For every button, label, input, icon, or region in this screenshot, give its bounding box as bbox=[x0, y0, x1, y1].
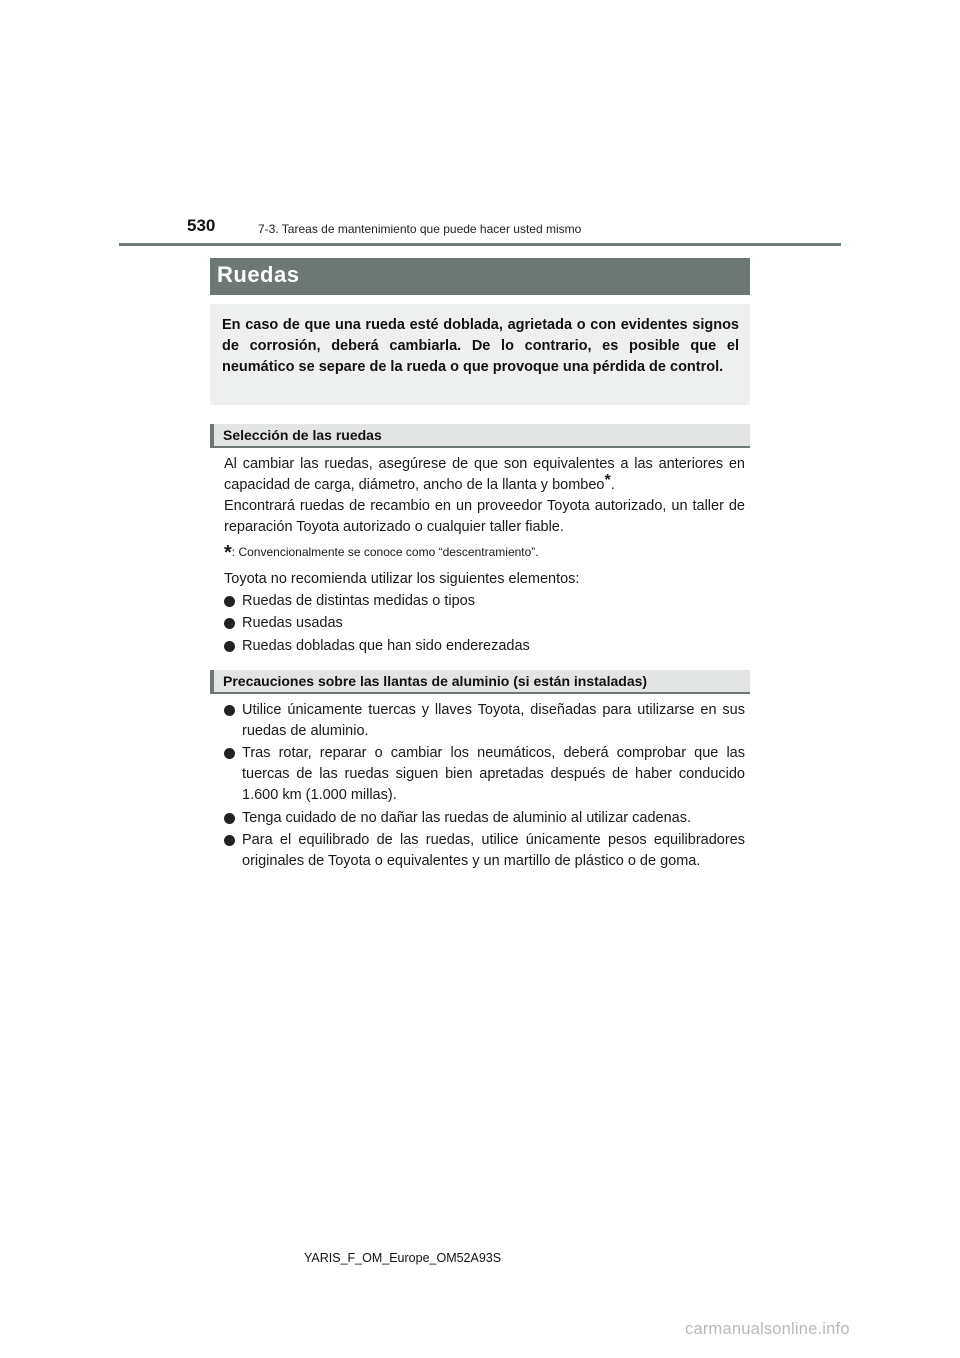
list-item bbox=[224, 743, 745, 806]
list-item-text: Tras rotar, reparar o cambiar los neumáticos, deberá comprobar que las tuercas de las ruedas siguen bien apretadas después de haber conducido 1.600 km (1.000 millas). bbox=[242, 745, 745, 803]
page-title: Ruedas bbox=[217, 262, 300, 287]
list-item bbox=[224, 591, 745, 612]
subheading-wheel-selection: Selección de las ruedas bbox=[210, 424, 750, 448]
selection-paragraph-1-end: . bbox=[610, 477, 615, 493]
bullet-icon bbox=[224, 813, 235, 824]
selection-paragraph-2: Encontrará ruedas de recambio en un proveedor Toyota autorizado, un taller de reparación Toyota autorizado o cualquier taller fiable. bbox=[224, 498, 745, 535]
selection-paragraph-1-text: Al cambiar las ruedas, asegúrese de que son equivalentes a las anteriores en capacidad de carga, diámetro, ancho de la llanta y bombeo bbox=[224, 456, 745, 493]
section-path: 7-3. Tareas de mantenimiento que puede hacer usted mismo bbox=[258, 222, 582, 236]
list-item-text: Ruedas de distintas medidas o tipos bbox=[242, 593, 475, 609]
footnote-reference: * bbox=[604, 472, 611, 489]
list-item bbox=[224, 808, 745, 829]
bullet-icon bbox=[224, 705, 235, 716]
bullet-icon bbox=[224, 596, 235, 607]
list-item-text: Ruedas dobladas que han sido enderezadas bbox=[242, 638, 530, 654]
title-bar bbox=[210, 258, 750, 295]
selection-intro: Toyota no recomienda utilizar los siguientes elementos: bbox=[224, 571, 580, 587]
watermark: carmanualsonline.info bbox=[685, 1320, 850, 1338]
footnote-text: : Convencionalmente se conoce como “descentramiento”. bbox=[231, 545, 539, 559]
bullet-icon bbox=[224, 641, 235, 652]
warning-box: En caso de que una rueda esté doblada, agrietada o con evidentes signos de corrosión, deberá cambiarla. De lo contrario, es posible que el neumático se separe de la rueda o que provoque una pérdida de control. bbox=[210, 304, 750, 405]
list-item bbox=[224, 636, 745, 657]
footnote bbox=[224, 542, 539, 565]
list-item-text: Tenga cuidado de no dañar las ruedas de aluminio al utilizar cadenas. bbox=[242, 810, 691, 826]
footnote-marker: * bbox=[224, 542, 232, 564]
subheading-aluminum-precautions: Precauciones sobre las llantas de aluminio (si están instaladas) bbox=[210, 670, 750, 694]
list-item bbox=[224, 700, 745, 742]
bullet-icon bbox=[224, 748, 235, 759]
bullet-icon bbox=[224, 618, 235, 629]
list-item bbox=[224, 830, 745, 872]
list-item-text: Para el equilibrado de las ruedas, utilice únicamente pesos equilibradores originales de Toyota o equivalentes y un martillo de plástico o de goma. bbox=[242, 832, 745, 869]
selection-paragraph-1 bbox=[224, 454, 745, 496]
bullet-icon bbox=[224, 835, 235, 846]
list-item-text: Utilice únicamente tuercas y llaves Toyota, diseñadas para utilizarse en sus ruedas de aluminio. bbox=[242, 702, 745, 739]
page-number: 530 bbox=[187, 216, 216, 235]
list-item-text: Ruedas usadas bbox=[242, 615, 343, 631]
header-rule bbox=[119, 243, 841, 246]
list-item bbox=[224, 613, 745, 634]
document-code: YARIS_F_OM_Europe_OM52A93S bbox=[304, 1251, 502, 1265]
